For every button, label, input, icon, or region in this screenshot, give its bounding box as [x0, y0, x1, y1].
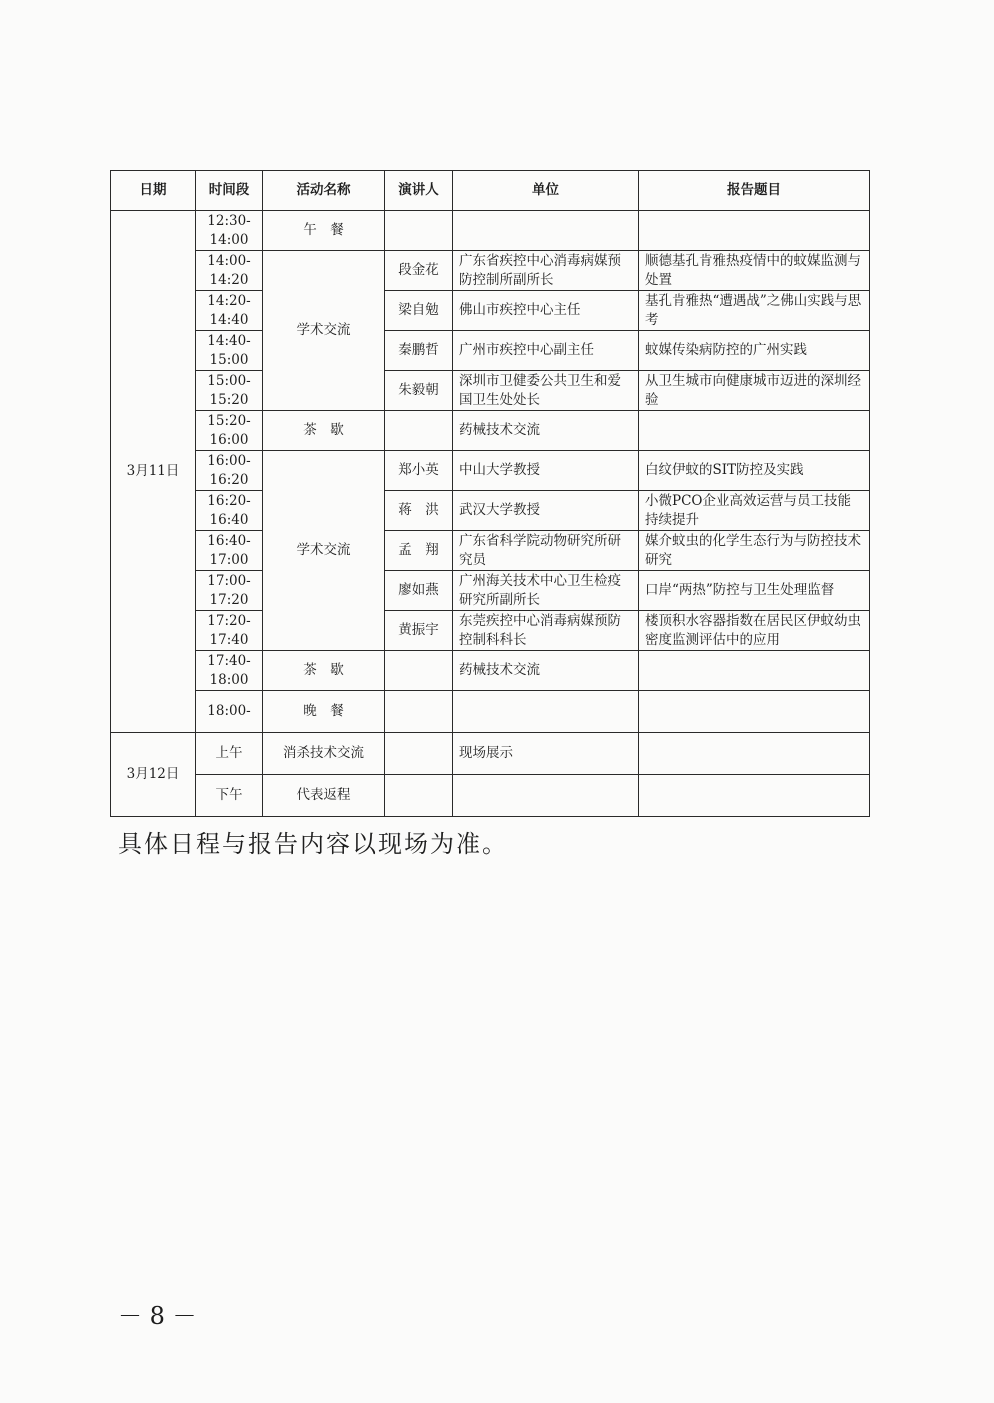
topic-cell: 从卫生城市向健康城市迈进的深圳经验	[639, 371, 870, 411]
topic-cell: 媒介蚊虫的化学生态行为与防控技术研究	[639, 531, 870, 571]
time-cell: 14:40-15:00	[196, 331, 263, 371]
unit-cell: 中山大学教授	[453, 451, 639, 491]
schedule-note: 具体日程与报告内容以现场为准。	[118, 830, 508, 858]
topic-cell	[639, 691, 870, 733]
header-unit: 单位	[453, 171, 639, 211]
topic-cell: 楼顶积水容器指数在居民区伊蚊幼虫密度监测评估中的应用	[639, 611, 870, 651]
header-activity: 活动名称	[263, 171, 385, 211]
table-row	[111, 371, 870, 411]
unit-cell: 药械技术交流	[453, 411, 639, 451]
topic-cell	[639, 775, 870, 817]
unit-cell: 广州海关技术中心卫生检疫研究所副所长	[453, 571, 639, 611]
speaker-cell: 蒋 洪	[385, 491, 453, 531]
unit-cell: 东莞疾控中心消毒病媒预防控制科科长	[453, 611, 639, 651]
time-cell: 12:30-14:00	[196, 211, 263, 251]
time-cell: 17:40-18:00	[196, 651, 263, 691]
date-cell-day2: 3月12日	[111, 733, 196, 817]
header-speaker: 演讲人	[385, 171, 453, 211]
topic-cell	[639, 211, 870, 251]
unit-cell: 佛山市疾控中心主任	[453, 291, 639, 331]
time-cell: 17:00-17:20	[196, 571, 263, 611]
time-cell: 15:00-15:20	[196, 371, 263, 411]
activity-cell: 学术交流	[263, 251, 385, 411]
table-row	[111, 691, 870, 733]
header-topic: 报告题目	[639, 171, 870, 211]
speaker-cell: 孟 翔	[385, 531, 453, 571]
time-cell: 16:20-16:40	[196, 491, 263, 531]
activity-cell: 茶 歇	[263, 411, 385, 451]
header-date: 日期	[111, 171, 196, 211]
table-header-row	[111, 171, 870, 211]
table-row	[111, 451, 870, 491]
topic-cell: 白纹伊蚊的SIT防控及实践	[639, 451, 870, 491]
unit-cell	[453, 211, 639, 251]
speaker-cell	[385, 733, 453, 775]
table-row	[111, 291, 870, 331]
activity-cell: 茶 歇	[263, 651, 385, 691]
header-time: 时间段	[196, 171, 263, 211]
unit-cell: 广东省疾控中心消毒病媒预防控制所副所长	[453, 251, 639, 291]
speaker-cell	[385, 691, 453, 733]
speaker-cell: 段金花	[385, 251, 453, 291]
speaker-cell: 郑小英	[385, 451, 453, 491]
table-row	[111, 211, 870, 251]
unit-cell: 现场展示	[453, 733, 639, 775]
page-number: － 8 －	[118, 1302, 197, 1330]
speaker-cell: 秦鹏哲	[385, 331, 453, 371]
time-cell: 上午	[196, 733, 263, 775]
activity-cell: 代表返程	[263, 775, 385, 817]
speaker-cell: 廖如燕	[385, 571, 453, 611]
activity-cell: 午 餐	[263, 211, 385, 251]
speaker-cell	[385, 211, 453, 251]
time-cell: 18:00-	[196, 691, 263, 733]
unit-cell: 药械技术交流	[453, 651, 639, 691]
time-cell: 14:20-14:40	[196, 291, 263, 331]
topic-cell	[639, 411, 870, 451]
table-row	[111, 411, 870, 451]
speaker-cell: 梁自勉	[385, 291, 453, 331]
table-row	[111, 733, 870, 775]
speaker-cell: 黄振宇	[385, 611, 453, 651]
time-cell: 16:00-16:20	[196, 451, 263, 491]
speaker-cell: 朱毅朝	[385, 371, 453, 411]
activity-cell: 晚 餐	[263, 691, 385, 733]
table-row	[111, 331, 870, 371]
topic-cell: 顺德基孔肯雅热疫情中的蚊媒监测与处置	[639, 251, 870, 291]
unit-cell: 武汉大学教授	[453, 491, 639, 531]
activity-cell: 消杀技术交流	[263, 733, 385, 775]
unit-cell: 广州市疾控中心副主任	[453, 331, 639, 371]
topic-cell	[639, 733, 870, 775]
table-row	[111, 531, 870, 571]
speaker-cell	[385, 775, 453, 817]
date-cell-day1: 3月11日	[111, 211, 196, 733]
time-cell: 15:20-16:00	[196, 411, 263, 451]
table-row	[111, 775, 870, 817]
unit-cell	[453, 775, 639, 817]
topic-cell	[639, 651, 870, 691]
table-row	[111, 251, 870, 291]
unit-cell: 深圳市卫健委公共卫生和爱国卫生处处长	[453, 371, 639, 411]
time-cell: 下午	[196, 775, 263, 817]
unit-cell	[453, 691, 639, 733]
activity-cell: 学术交流	[263, 451, 385, 651]
time-cell: 17:20-17:40	[196, 611, 263, 651]
time-cell: 14:00-14:20	[196, 251, 263, 291]
table-row	[111, 651, 870, 691]
topic-cell: 小微PCO企业高效运营与员工技能持续提升	[639, 491, 870, 531]
speaker-cell	[385, 411, 453, 451]
table-row	[111, 611, 870, 651]
schedule-table	[110, 170, 870, 817]
time-cell: 16:40-17:00	[196, 531, 263, 571]
topic-cell: 基孔肯雅热“遭遇战”之佛山实践与思考	[639, 291, 870, 331]
table-row	[111, 491, 870, 531]
table-row	[111, 571, 870, 611]
speaker-cell	[385, 651, 453, 691]
topic-cell: 蚊媒传染病防控的广州实践	[639, 331, 870, 371]
unit-cell: 广东省科学院动物研究所研究员	[453, 531, 639, 571]
topic-cell: 口岸“两热”防控与卫生处理监督	[639, 571, 870, 611]
